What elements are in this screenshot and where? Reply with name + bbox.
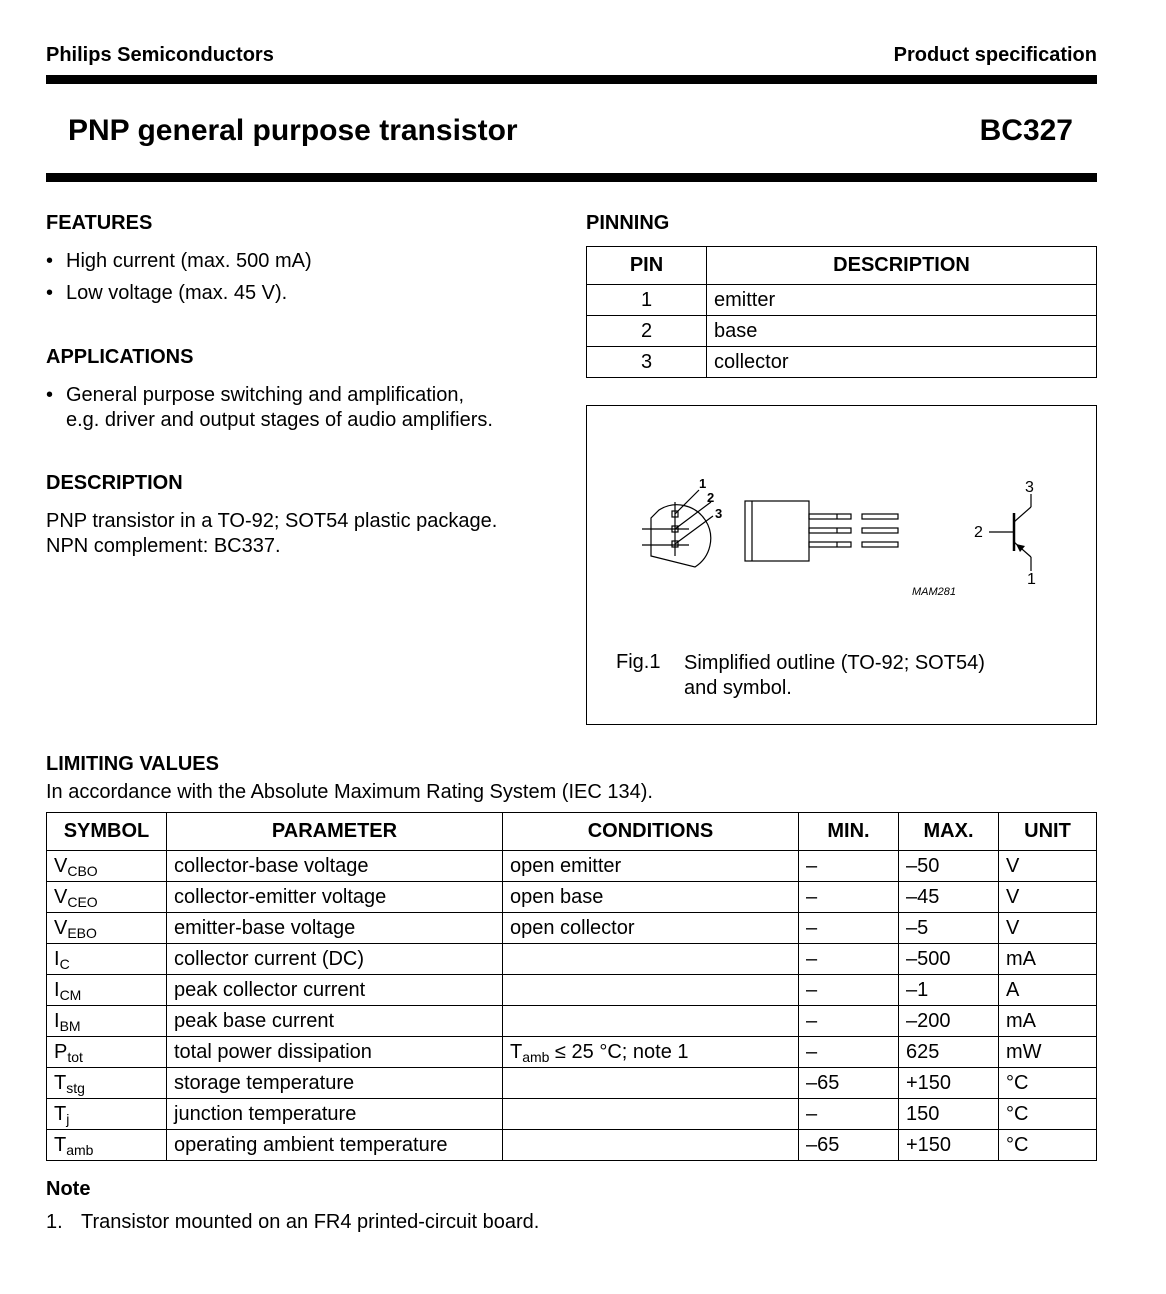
feature-item: • High current (max. 500 mA)	[46, 245, 546, 277]
min-cell	[799, 913, 899, 944]
parameter-cell	[167, 1037, 503, 1068]
description-heading: DESCRIPTION	[46, 472, 183, 494]
min-cell	[799, 882, 899, 913]
description-column-header: DESCRIPTION	[707, 247, 1097, 285]
max-value: 150	[906, 1102, 940, 1125]
note-text: Transistor mounted on an FR4 printed-circuit board.	[81, 1211, 540, 1233]
figure-caption-line-2: and symbol.	[684, 677, 792, 699]
min-value: –	[806, 1009, 818, 1032]
condition-subscript: amb	[522, 1048, 550, 1065]
max-value: –45	[906, 885, 940, 908]
max-cell	[899, 944, 999, 975]
conditions-cell	[503, 1099, 799, 1130]
unit-value: V	[1006, 916, 1020, 939]
unit-cell	[999, 1099, 1097, 1130]
company-name: Philips Semiconductors	[46, 44, 274, 66]
symbol-cell	[47, 1099, 167, 1130]
max-cell	[899, 1068, 999, 1099]
conditions-cell	[503, 944, 799, 975]
max-value: –50	[906, 854, 940, 877]
parameter-text: operating ambient temperature	[174, 1133, 448, 1156]
table-row	[47, 944, 1097, 975]
unit-value: mW	[1006, 1040, 1042, 1063]
outline-pin-label: 3	[715, 506, 723, 521]
parameter-text: collector current (DC)	[174, 947, 365, 970]
min-value: –	[806, 947, 818, 970]
note-number: 1.	[46, 1211, 63, 1233]
min-column-header: MIN.	[799, 813, 899, 851]
table-row	[47, 851, 1097, 882]
table-row	[47, 1068, 1097, 1099]
unit-cell	[999, 851, 1097, 882]
unit-value: °C	[1006, 1102, 1029, 1125]
unit-value: A	[1006, 978, 1020, 1001]
unit-cell	[999, 944, 1097, 975]
max-cell	[899, 1006, 999, 1037]
min-value: –	[806, 1040, 818, 1063]
symbol-letter: P	[54, 1040, 68, 1063]
outline-pin-label: 2	[707, 490, 715, 505]
header-rule-bottom	[46, 173, 1097, 182]
symbol-letter: T	[54, 1102, 67, 1125]
unit-value: mA	[1006, 947, 1036, 970]
parameter-text: peak collector current	[174, 978, 366, 1001]
max-cell	[899, 1037, 999, 1068]
min-value: –65	[806, 1133, 840, 1156]
symbol-cell	[47, 944, 167, 975]
min-cell	[799, 1037, 899, 1068]
limiting-values-heading: LIMITING VALUES	[46, 753, 219, 775]
parameter-cell	[167, 1130, 503, 1161]
symbol-column-header: SYMBOL	[47, 813, 167, 851]
feature-item: • Low voltage (max. 45 V).	[46, 277, 546, 309]
parameter-column-header: PARAMETER	[167, 813, 503, 851]
symbol-subscript: BM	[59, 1017, 81, 1034]
parameter-cell	[167, 975, 503, 1006]
symbol-subscript: stg	[66, 1079, 85, 1096]
symbol-subscript: CBO	[67, 862, 98, 879]
table-row	[587, 347, 1097, 378]
pinning-table	[586, 246, 1097, 378]
applications-heading: APPLICATIONS	[46, 346, 194, 368]
symbol-cell	[47, 882, 167, 913]
unit-cell	[999, 1037, 1097, 1068]
unit-cell	[999, 1130, 1097, 1161]
max-column-header: MAX.	[899, 813, 999, 851]
max-value: –5	[906, 916, 929, 939]
pin-column-header: PIN	[587, 247, 707, 285]
figure-number: Fig.1	[616, 651, 661, 673]
symbol-cell	[47, 913, 167, 944]
limiting-values-table	[46, 812, 1097, 1161]
max-cell	[899, 1130, 999, 1161]
condition-text: open collector	[510, 916, 635, 939]
max-value: –1	[906, 978, 929, 1001]
limiting-values-body	[47, 851, 1097, 1161]
applications-list	[46, 383, 566, 433]
symbol-cell	[47, 851, 167, 882]
conditions-column-header: CONDITIONS	[503, 813, 799, 851]
pinning-header-row	[587, 247, 1097, 285]
note-heading: Note	[46, 1178, 91, 1200]
document-type: Product specification	[893, 44, 1097, 66]
max-value: 625	[906, 1040, 940, 1063]
min-value: –	[806, 854, 818, 877]
parameter-cell	[167, 944, 503, 975]
condition-rest: ≤ 25 °C; note 1	[549, 1040, 689, 1063]
min-cell	[799, 851, 899, 882]
symbol-letter: T	[54, 1071, 67, 1094]
condition-text: open base	[510, 885, 604, 908]
symbol-letter: V	[54, 854, 68, 877]
figure-caption-line-1: Simplified outline (TO-92; SOT54)	[684, 652, 985, 674]
max-cell	[899, 913, 999, 944]
parameter-text: peak base current	[174, 1009, 335, 1032]
max-cell	[899, 882, 999, 913]
table-row	[47, 975, 1097, 1006]
table-row	[47, 1130, 1097, 1161]
symbol-letter: I	[54, 947, 60, 970]
pin-description: emitter	[707, 285, 1097, 316]
symbol-cell	[47, 1068, 167, 1099]
conditions-cell	[503, 913, 799, 944]
symbol-subscript: CEO	[67, 893, 98, 910]
parameter-cell	[167, 882, 503, 913]
condition-text: open emitter	[510, 854, 622, 877]
pin-description: collector	[707, 347, 1097, 378]
table-row	[587, 285, 1097, 316]
min-cell	[799, 975, 899, 1006]
table-row	[47, 913, 1097, 944]
conditions-cell	[503, 1006, 799, 1037]
max-cell	[899, 1099, 999, 1130]
symbol-subscript: EBO	[67, 924, 97, 941]
description-text	[46, 509, 566, 559]
symbol-letter: V	[54, 885, 68, 908]
application-line-1: General purpose switching and amplification,	[66, 384, 464, 406]
min-value: –	[806, 916, 818, 939]
symbol-cell	[47, 1006, 167, 1037]
min-value: –	[806, 885, 818, 908]
part-number: BC327	[979, 114, 1073, 147]
application-item	[46, 383, 566, 433]
conditions-cell	[503, 882, 799, 913]
parameter-text: collector-base voltage	[174, 854, 369, 877]
unit-column-header: UNIT	[999, 813, 1097, 851]
parameter-cell	[167, 913, 503, 944]
unit-value: mA	[1006, 1009, 1036, 1032]
symbol-letter: I	[54, 978, 60, 1001]
conditions-cell	[503, 1068, 799, 1099]
description-line-1: PNP transistor in a TO-92; SOT54 plastic package.	[46, 510, 498, 532]
pin-number: 1	[587, 285, 707, 316]
max-value: +150	[906, 1071, 952, 1094]
parameter-cell	[167, 851, 503, 882]
min-cell	[799, 1068, 899, 1099]
max-value: +150	[906, 1133, 952, 1156]
limiting-values-subtitle: In accordance with the Absolute Maximum Rating System (IEC 134).	[46, 781, 653, 803]
unit-cell	[999, 1068, 1097, 1099]
pin-number: 2	[587, 316, 707, 347]
unit-cell	[999, 1006, 1097, 1037]
pin-number: 3	[587, 347, 707, 378]
table-row	[47, 1037, 1097, 1068]
unit-cell	[999, 913, 1097, 944]
unit-value: V	[1006, 854, 1020, 877]
max-cell	[899, 975, 999, 1006]
symbol-letter: V	[54, 916, 68, 939]
symbol-pin-label: 1	[1027, 571, 1036, 588]
unit-cell	[999, 975, 1097, 1006]
parameter-text: junction temperature	[174, 1102, 357, 1125]
symbol-cell	[47, 1037, 167, 1068]
table-row	[47, 1099, 1097, 1130]
outline-pin-label: 1	[699, 476, 707, 491]
parameter-text: emitter-base voltage	[174, 916, 356, 939]
parameter-cell	[167, 1099, 503, 1130]
symbol-letter: T	[54, 1133, 67, 1156]
limiting-header-row	[47, 813, 1097, 851]
min-value: –65	[806, 1071, 840, 1094]
symbol-pin-label: 2	[974, 524, 983, 541]
conditions-cell	[503, 851, 799, 882]
parameter-cell	[167, 1006, 503, 1037]
symbol-subscript: C	[59, 955, 70, 972]
unit-value: °C	[1006, 1133, 1029, 1156]
features-list	[46, 245, 546, 309]
conditions-cell	[503, 1130, 799, 1161]
condition-text: T	[510, 1040, 523, 1063]
conditions-cell	[503, 975, 799, 1006]
page-title: PNP general purpose transistor	[68, 114, 518, 147]
parameter-text: total power dissipation	[174, 1040, 372, 1063]
max-value: –500	[906, 947, 951, 970]
figure-caption	[684, 651, 1014, 701]
table-row	[587, 316, 1097, 347]
header-rule-top	[46, 75, 1097, 84]
min-value: –	[806, 978, 818, 1001]
symbol-subscript: j	[66, 1110, 70, 1127]
unit-value: V	[1006, 885, 1020, 908]
description-line-2: NPN complement: BC337.	[46, 535, 281, 557]
pinning-heading: PINNING	[586, 212, 670, 234]
features-heading: FEATURES	[46, 212, 153, 234]
symbol-subscript: amb	[66, 1141, 94, 1158]
pin-description: base	[707, 316, 1097, 347]
min-cell	[799, 1130, 899, 1161]
min-value: –	[806, 1102, 818, 1125]
min-cell	[799, 944, 899, 975]
parameter-cell	[167, 1068, 503, 1099]
symbol-pin-label: 3	[1025, 479, 1034, 496]
max-value: –200	[906, 1009, 951, 1032]
parameter-text: storage temperature	[174, 1071, 355, 1094]
unit-cell	[999, 882, 1097, 913]
min-cell	[799, 1006, 899, 1037]
min-cell	[799, 1099, 899, 1130]
conditions-cell	[503, 1037, 799, 1068]
max-cell	[899, 851, 999, 882]
symbol-cell	[47, 1130, 167, 1161]
figure-code: MAM281	[912, 586, 957, 598]
table-row	[47, 882, 1097, 913]
unit-value: °C	[1006, 1071, 1029, 1094]
symbol-letter: I	[54, 1009, 60, 1032]
table-row	[47, 1006, 1097, 1037]
parameter-text: collector-emitter voltage	[174, 885, 387, 908]
symbol-subscript: tot	[67, 1048, 83, 1065]
symbol-subscript: CM	[59, 986, 82, 1003]
symbol-cell	[47, 975, 167, 1006]
application-line-2: e.g. driver and output stages of audio amplifiers.	[66, 409, 493, 431]
